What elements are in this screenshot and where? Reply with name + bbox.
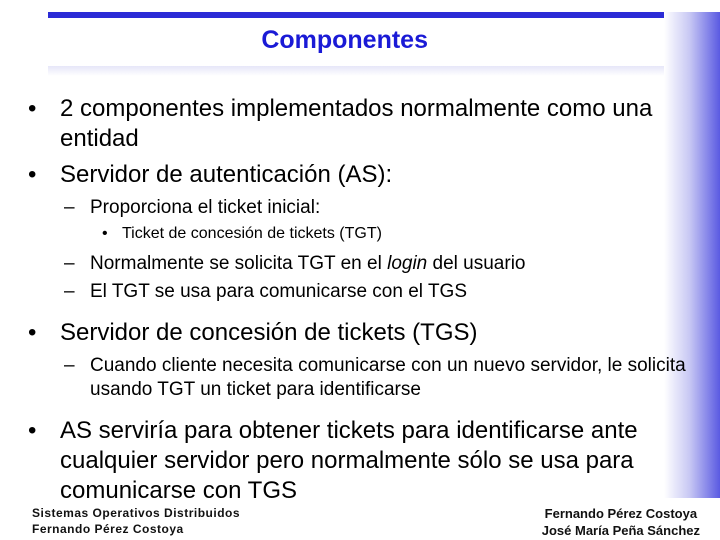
slide-content — [28, 94, 688, 512]
bullet-marker: • — [28, 319, 37, 346]
slide-title: Componentes — [261, 26, 428, 54]
sub-bullet-text: Cuando cliente necesita comunicarse con un nuevo servidor, le solicita usando TGT un ticket para identificarse — [90, 355, 686, 400]
dash-marker: – — [64, 197, 75, 218]
bullet-marker: • — [28, 417, 37, 444]
bullet-text: Servidor de autenticación (AS): — [60, 161, 393, 188]
footer-course: Sistemas Operativos Distribuidos — [32, 506, 241, 520]
footer-right — [542, 505, 700, 539]
bullet-text: 2 componentes implementados normalmente como una entidad — [60, 95, 653, 152]
bullet-marker: • — [28, 161, 37, 188]
sub-bullet-item — [28, 354, 688, 402]
bullet-marker: • — [102, 225, 108, 242]
italic-term: login — [387, 253, 428, 274]
dash-marker: – — [64, 355, 75, 376]
dash-marker: – — [64, 281, 75, 302]
sub-bullet-item — [28, 252, 688, 276]
bullet-item — [28, 160, 688, 190]
footer-author: Fernando Pérez Costoya — [32, 522, 184, 536]
bullet-text: Servidor de concesión de tickets (TGS) — [60, 319, 478, 346]
title-shadow — [48, 66, 664, 76]
sub-bullet-text: Normalmente se solicita TGT en el login del usuario — [90, 253, 526, 274]
footer-author-1: Fernando Pérez Costoya — [544, 506, 698, 521]
sub-bullet-item — [28, 196, 688, 220]
dash-marker: – — [64, 253, 75, 274]
footer-left — [32, 505, 240, 537]
sub-bullet-item — [28, 280, 688, 304]
sub-bullet-text: El TGT se usa para comunicarse con el TGS — [90, 281, 468, 302]
bullet-text: AS serviría para obtener tickets para identificarse ante cualquier servidor pero normalmente sólo se usa para comunicarse con TGS — [60, 417, 638, 504]
bullet-marker: • — [28, 95, 37, 122]
sub-sub-bullet-item — [28, 224, 688, 244]
sub-sub-bullet-text: Ticket de concesión de tickets (TGT) — [122, 225, 382, 242]
bullet-item — [28, 94, 688, 154]
footer-author-2: José María Peña Sánchez — [541, 523, 700, 538]
bullet-item — [28, 416, 688, 506]
bullet-item — [28, 318, 688, 348]
sub-bullet-text: Proporciona el ticket inicial: — [90, 197, 321, 218]
